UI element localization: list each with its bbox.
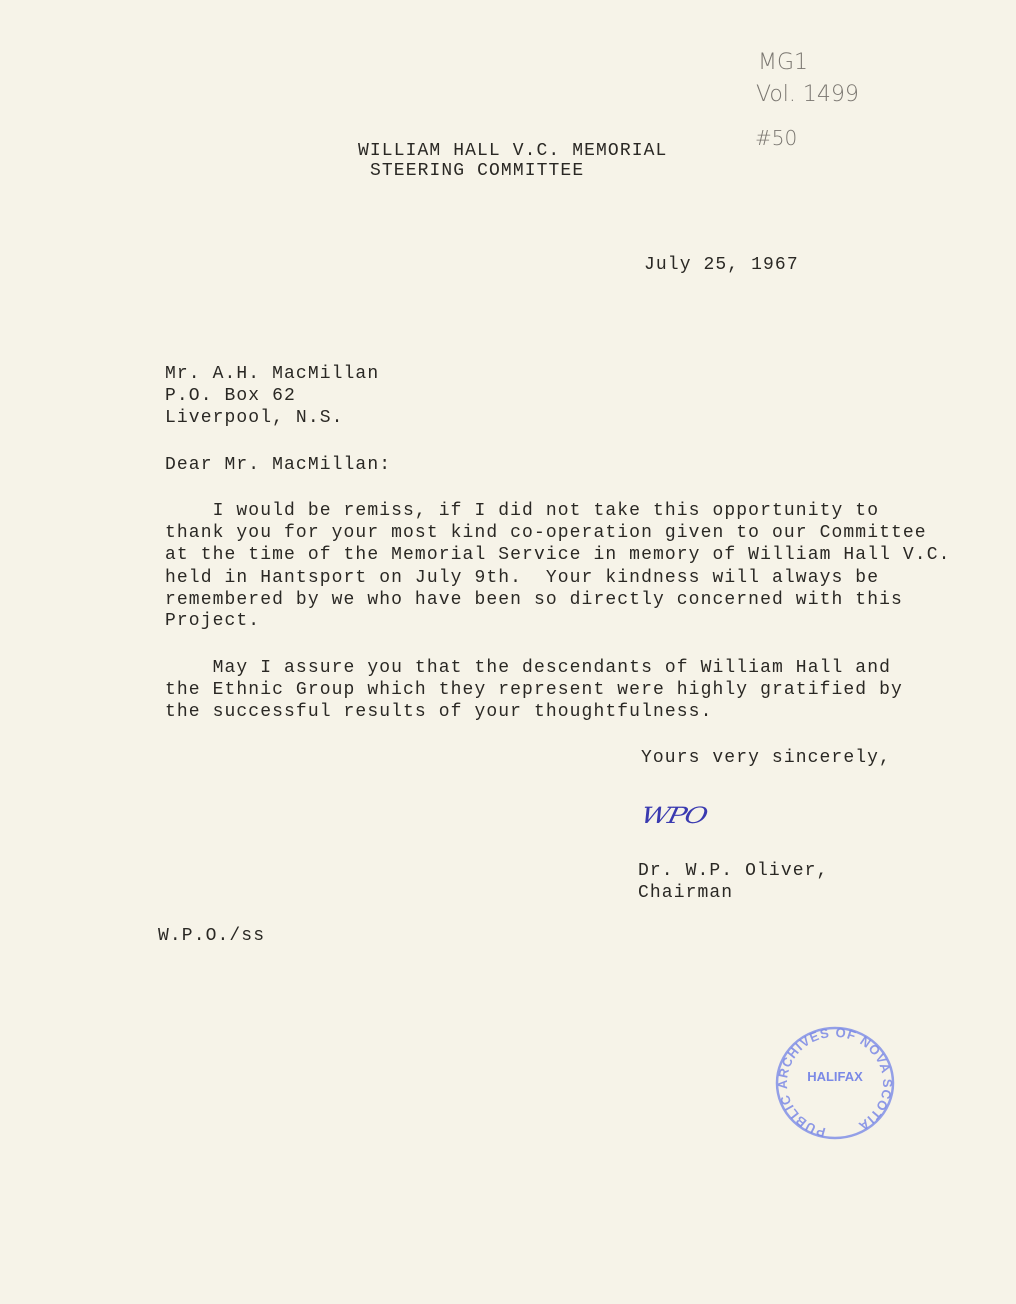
reference-initials: W.P.O./ss — [158, 926, 266, 946]
paragraph-1-line: thank you for your most kind co-operation given to our Committee — [165, 523, 927, 543]
recipient-box: P.O. Box 62 — [165, 386, 296, 406]
archives-stamp — [773, 1025, 897, 1141]
archive-note-number: #50 — [755, 126, 798, 150]
stamp-center-text: HALIFAX — [807, 1069, 863, 1084]
archive-note-volume: Vol. 1499 — [756, 82, 859, 107]
signer-title: Chairman — [638, 883, 734, 903]
paragraph-1-line: held in Hantsport on July 9th. Your kindness will always be — [165, 568, 880, 588]
paragraph-2-line: May I assure you that the descendants of William Hall and — [165, 658, 892, 678]
signer-name: Dr. W.P. Oliver, — [638, 861, 829, 881]
signature-initials: WPO — [638, 802, 709, 829]
paragraph-2-line: the Ethnic Group which they represent were highly gratified by — [165, 680, 903, 700]
paragraph-2-line: the successful results of your thoughtfulness. — [165, 702, 713, 722]
recipient-name: Mr. A.H. MacMillan — [165, 364, 380, 384]
paragraph-1-line: remembered by we who have been so directly concerned with this — [165, 590, 903, 610]
paragraph-1-line: at the time of the Memorial Service in memory of William Hall V.C. — [165, 545, 951, 565]
archive-note-mg: MG1 — [758, 50, 809, 75]
recipient-city: Liverpool, N.S. — [165, 408, 344, 428]
letterhead-line-2: STEERING COMMITTEE — [370, 161, 585, 181]
letterhead-line-1: WILLIAM HALL V.C. MEMORIAL — [358, 141, 668, 161]
letter-date: July 25, 1967 — [644, 255, 799, 275]
paragraph-1-line: I would be remiss, if I did not take this opportunity to — [165, 501, 880, 521]
paragraph-1-line: Project. — [165, 611, 261, 631]
stamp-ring-text: PUBLIC ARCHIVES OF NOVA SCOTIA — [774, 1025, 896, 1141]
salutation: Dear Mr. MacMillan: — [165, 455, 392, 475]
closing: Yours very sincerely, — [641, 748, 891, 768]
